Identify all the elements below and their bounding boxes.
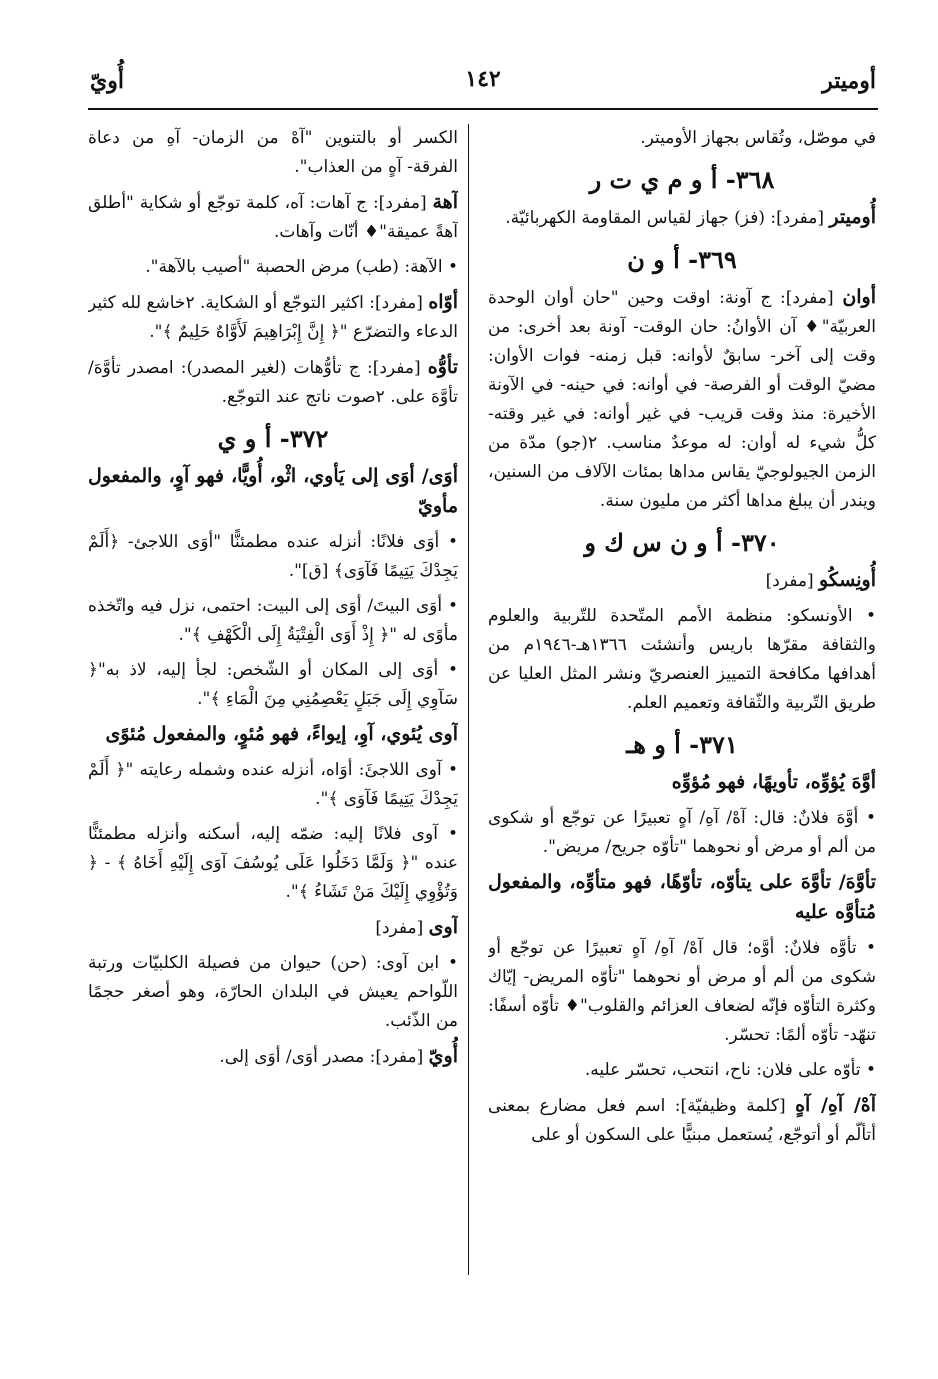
dictionary-entry: [488, 1091, 876, 1150]
dictionary-entry: [488, 283, 876, 516]
sub-definition: • الأونسكو: منظمة الأمم المتّحدة للتّربية والعلوم والثقافة مقرّها باريس وأنشئت ١٣٦٦هـ-١٩٤٦م من أهدافها مكافحة التمييز العنصريّ ونشر المثل العليا عن طريق التّربية والثّقافة وتعميم العلم.: [488, 602, 876, 718]
section-heading: ٣٦٨- أ و م ي ت ر: [589, 165, 775, 194]
entry-headword: آهة: [432, 191, 458, 213]
dictionary-entry: [488, 566, 876, 596]
entry-headword: تأوَّهَ/ تأوَّهَ على يتأوّه، تأوّهًا، فهو متأوِّه، والمفعول مُتأوَّه عليه: [488, 871, 876, 923]
entry-definition: [مفرد]: ج تأوُّهات (لغير المصدر): امصدر تأوَّهَ/ تأوَّهَ على. ٢صوت ناتج عند التوجّع.: [88, 358, 458, 407]
entry-headword: آوى: [428, 916, 458, 938]
dictionary-entry: [88, 188, 458, 247]
right-column: [488, 124, 876, 1275]
entry-headword: أوّاه: [428, 291, 458, 313]
entry-definition: [مفرد]: [375, 918, 429, 938]
dictionary-entry: [88, 462, 458, 522]
entry-definition: [مفرد]: (فز) جهاز لقياس المقاومة الكهربائيّة.: [505, 208, 830, 228]
dictionary-entry: [88, 1042, 458, 1072]
dictionary-entry: [88, 913, 458, 943]
sub-definition: • آوى اللاجئَ: أوَاه، أنزله عنده وشمله رعايته "﴿ أَلَمْ يَجِدْكَ يَتِيمًا فَآوَى ﴾".: [88, 756, 458, 814]
dictionary-entry: [88, 288, 458, 347]
entry-definition: [مفرد]: ج آهات: آه، كلمة توجّع أو شكاية "أطلق آهةً عميقة"♦ أنّات وآهات.: [88, 193, 458, 242]
entry-headword: أُويّ: [428, 1045, 458, 1067]
sub-definition: • الآهة: (طب) مرض الحصبة "أصيب بالآهة".: [88, 253, 458, 282]
section-heading: ٣٧٢- أ و ي: [217, 424, 329, 453]
header-right-word: أوميتر: [822, 68, 876, 94]
dictionary-entry: [488, 203, 876, 233]
page-header: [90, 60, 876, 100]
entry-headword: آهْ/ آهِ/ آهٍ: [795, 1094, 876, 1116]
entry-definition: [كلمة وظيفيّة]: اسم فعل مضارع بمعنى أتألّم أو أتوجّع، يُستعمل مبنيًّا على السكون أو على: [488, 1096, 876, 1145]
entry-headword: أُونِسكُو: [819, 569, 876, 591]
paragraph: في موصّل، وتُقاس بجهاز الأوميتر.: [640, 128, 876, 148]
sub-definition: • أوَّهَ فلانٌ: قال: آهْ/ آهِ/ آهٍ تعبيرًا عن توجّع أو شكوى من ألم أو مرض أو نحوهما "تأوّه جريح/ مريض".: [488, 804, 876, 862]
dictionary-entry: [488, 768, 876, 798]
header-rule: [88, 108, 878, 110]
header-left-word: أُويّ: [90, 68, 124, 94]
page-number: ١٤٢: [465, 66, 501, 92]
section-heading: ٣٧٠- أ و ن س ك و: [584, 528, 780, 557]
dictionary-entry: [488, 868, 876, 928]
section-heading: ٣٦٩- أ و ن: [627, 245, 737, 274]
entry-headword: أوَّهَ يُؤوِّه، تأويهًا، فهو مُؤوِّه: [671, 771, 876, 793]
dictionary-entry: [88, 720, 458, 750]
entry-headword: تأوُّه: [427, 356, 458, 378]
sub-definition: • تأوّه على فلان: ناح، انتحب، تحسّر عليه.: [488, 1056, 876, 1085]
sub-definition: • أوَى البيتَ/ أوَى إلى البيت: احتمى، نزل فيه واتّخذه مأوًى له "﴿ إِذْ أَوَى الْفِتْيَةُ إِلَى الْكَهْفِ ﴾".: [88, 592, 458, 650]
paragraph: الكسر أو بالتنوين "آهْ من الزمان- آهِ من دعاة الفرقة- آهٍ من العذاب".: [88, 128, 458, 177]
entry-definition: [مفرد]: اكثير التوجّع أو الشكاية. ٢خاشع لله كثير الدعاء والتضرّع "﴿ إِنَّ إِبْرَاهِيمَ لَأَوَّاهٌ حَلِيمٌ ﴾".: [88, 293, 458, 342]
entry-definition: [مفرد]: مصدر أوَى/ أوَى إلى.: [219, 1047, 429, 1067]
sub-definition: • أوَى إلى المكان أو الشّخص: لجأ إليه، لاذ به"﴿ سَآوِي إِلَى جَبَلٍ يَعْصِمُنِي مِنَ الْمَاءِ ﴾".: [88, 656, 458, 714]
sub-definition: • أوَى فلانًا: أنزله عنده مطمئنًّا "أوَى اللاجئ- ﴿أَلَمْ يَجِدْكَ يَتِيمًا فَآوَى﴾ [ق]".: [88, 528, 458, 586]
dictionary-entry: [88, 353, 458, 412]
entry-headword: أُوميتر: [829, 206, 876, 228]
sub-definition: • تأوَّه فلانٌ: أوَّه؛ قال آهْ/ آهِ/ آهٍ تعبيرًا عن توجّع أو شكوى من ألم أو مرض أو نحوهما "تأوّه المريض- إيّاك وكثرة التأوّه فإنّه لضعاف العزائم والقلوب"♦ تأوّه أسفًا: تنهّد- تأوّه ألمًا: تحسّر.: [488, 934, 876, 1050]
left-column: [88, 124, 458, 1275]
sub-definition: • ابن آوى: (حن) حيوان من فصيلة الكلبيّات ورتبة اللّواحم يعيش في البلدان الحارّة، وهو أصغر حجمًا من الذّئب.: [88, 949, 458, 1036]
entry-definition: [مفرد]: [765, 571, 819, 591]
column-divider: [468, 124, 469, 1275]
entry-headword: أوَى/ أوَى إلى يَأوي، اثْو، أُويًّا، فهو آوٍ، والمفعول مأويّ: [88, 465, 458, 517]
entry-headword: آوى يُئوي، آوِ، إيواءً، فهو مُئوٍ، والمفعول مُئوًى: [105, 723, 458, 745]
entry-headword: أوان: [842, 286, 876, 308]
entry-definition: [مفرد]: ج آونة: اوقت وحين "حان أوان الوحدة العربيّة"♦ آن الأوانُ: حان الوقت- آونة بعد أخرى: من وقت إلى آخر- سابقٌ لأوانه: قبل زمنه- فوات الأوان: مضيّ الوقت أو الفرصة- في أوانه: في حينه- في الآونة الأخيرة: منذ وقت قريب- في غير أوانه: في غير وقته- كلُّ شيء له أوان: له موعدٌ مناسب. ٢(جو) مدّة من الزمن الجيولوجيّ يقاس مداها بمئات الآلاف من السنين، ويندر أن يبلغ مداها أكثر من مليون سنة.: [488, 288, 876, 511]
sub-definition: • آوى فلانًا إليه: ضمّه إليه، أسكنه وأنزله مطمئنًّا عنده "﴿ وَلَمَّا دَخَلُوا عَلَى يُوسُفَ آوَى إِلَيْهِ أَخَاهُ ﴾ - ﴿ وَتُؤْوِي إِلَيْكَ مَنْ تَشَاءُ ﴾".: [88, 820, 458, 907]
section-heading: ٣٧١- أ و هـ: [626, 730, 738, 759]
